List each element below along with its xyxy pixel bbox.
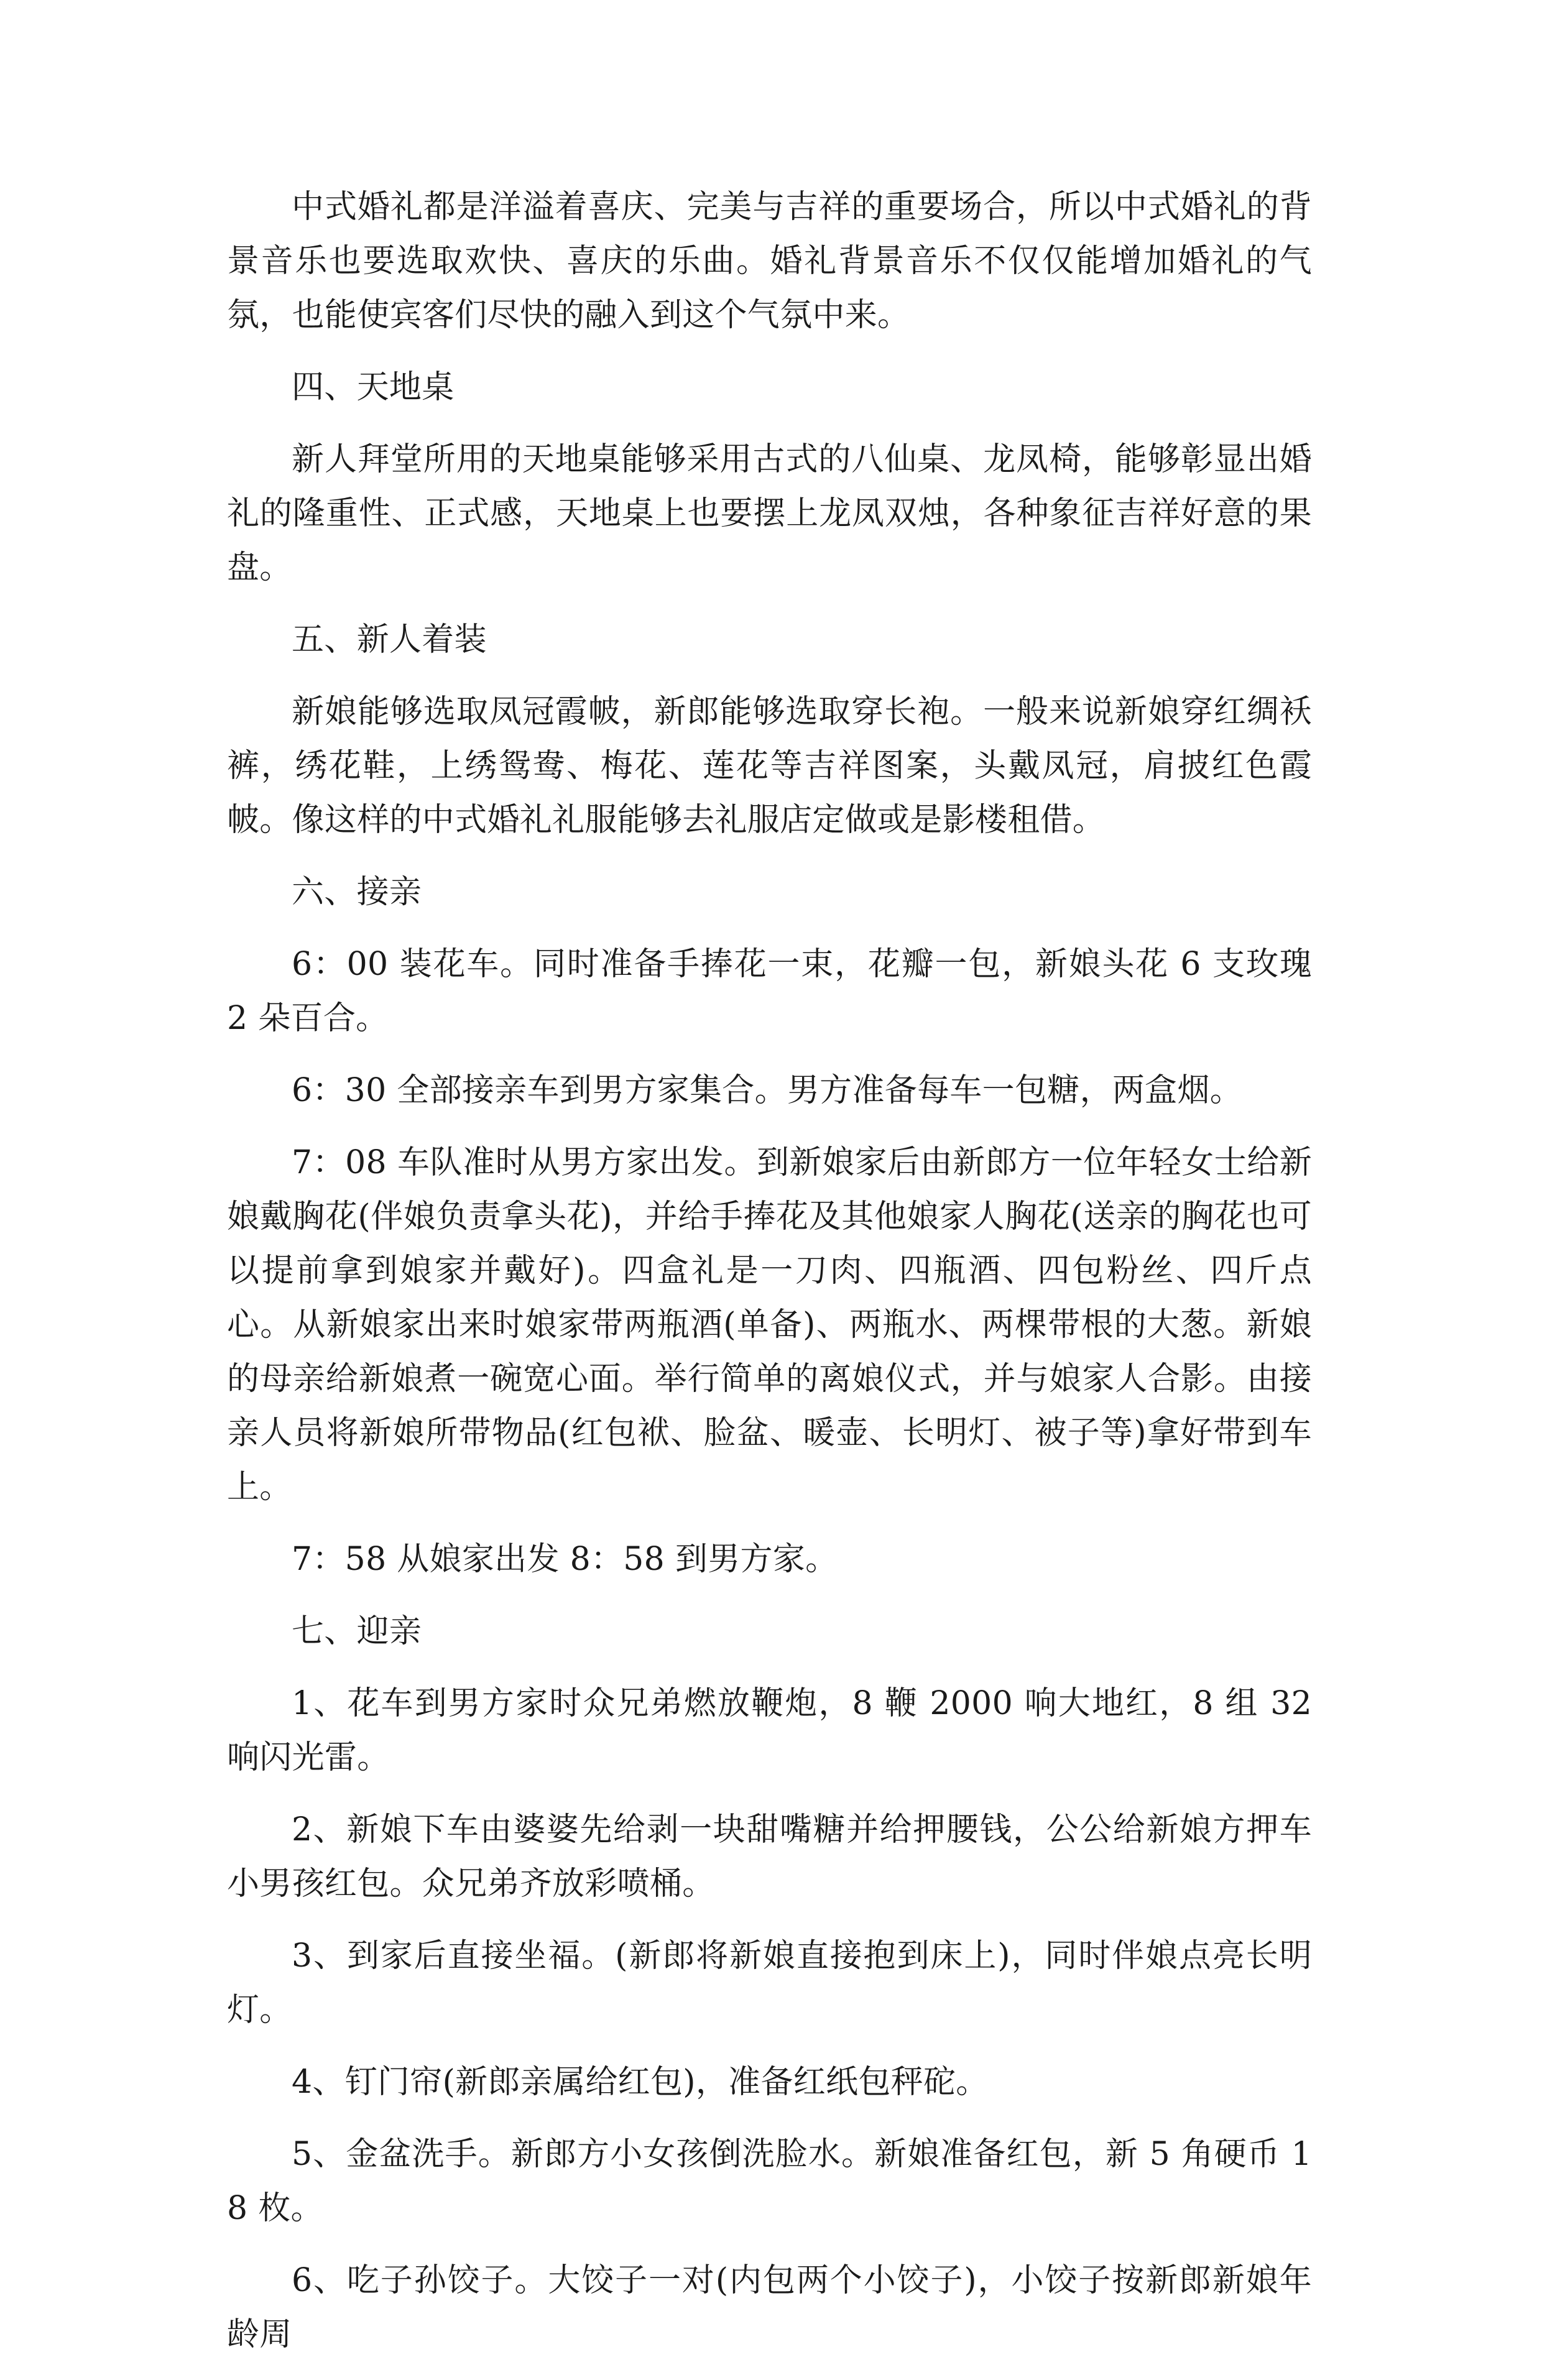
- section-heading-welcome: 七、迎亲: [292, 1613, 422, 1650]
- section-heading-pickup: 六、接亲: [292, 874, 422, 911]
- document-body: [227, 180, 1312, 2380]
- paragraph-background-music: 中式婚礼都是洋溢着喜庆、完美与吉祥的重要场合，所以中式婚礼的背景音乐也要选取欢快、喜庆的乐曲。婚礼背景音乐不仅仅能增加婚礼的气氛，也能使宾客们尽快的融入到这个气氛中来。: [227, 188, 1312, 334]
- section-heading-altar-table: 四、天地桌: [292, 369, 455, 406]
- paragraph-welcome-6: 6、吃子孙饺子。大饺子一对(内包两个小饺子)，小饺子按新郎新娘年龄周: [227, 2262, 1312, 2353]
- paragraph-pickup-0708: 7：08 车队准时从男方家出发。到新娘家后由新郎方一位年轻女士给新娘戴胸花(伴娘负责拿头花)，并给手捧花及其他娘家人胸花(送亲的胸花也可以提前拿到娘家并戴好)。四盒礼是一刀肉、四瓶酒、四包粉丝、四斤点心。从新娘家出来时娘家带两瓶酒(单备)、两瓶水、两棵带根的大葱。新娘的母亲给新娘煮一碗宽心面。举行简单的离娘仪式，并与娘家人合影。由接亲人员将新娘所带物品(红包袱、脸盆、暖壶、长明灯、被子等)拿好带到车上。: [227, 1144, 1312, 1506]
- paragraph-attire: 新娘能够选取凤冠霞帔，新郎能够选取穿长袍。一般来说新娘穿红绸袄裤，绣花鞋，上绣鸳鸯、梅花、莲花等吉祥图案，头戴凤冠，肩披红色霞帔。像这样的中式婚礼礼服能够去礼服店定做或是影楼租借。: [227, 693, 1312, 839]
- paragraph-welcome-1: 1、花车到男方家时众兄弟燃放鞭炮，8 鞭 2000 响大地红，8 组 32 响闪光雷。: [227, 1685, 1312, 1776]
- paragraph-pickup-0600: 6：00 装花车。同时准备手捧花一束，花瓣一包，新娘头花 6 支玫瑰 2 朵百合。: [227, 946, 1312, 1037]
- paragraph-pickup-0758: 7：58 从娘家出发 8：58 到男方家。: [292, 1541, 838, 1578]
- paragraph-welcome-4: 4、钉门帘(新郎亲属给红包)，准备红纸包秤砣。: [292, 2064, 989, 2101]
- paragraph-welcome-3: 3、到家后直接坐福。(新郎将新娘直接抱到床上)，同时伴娘点亮长明灯。: [227, 1937, 1312, 2029]
- paragraph-pickup-0630: 6：30 全部接亲车到男方家集合。男方准备每车一包糖，两盒烟。: [292, 1072, 1243, 1109]
- section-heading-attire: 五、新人着装: [292, 621, 487, 658]
- paragraph-altar-table: 新人拜堂所用的天地桌能够采用古式的八仙桌、龙凤椅，能够彰显出婚礼的隆重性、正式感，天地桌上也要摆上龙凤双烛，各种象征吉祥好意的果盘。: [227, 441, 1312, 586]
- paragraph-welcome-2: 2、新娘下车由婆婆先给剥一块甜嘴糖并给押腰钱，公公给新娘方押车小男孩红包。众兄弟齐放彩喷桶。: [227, 1811, 1312, 1903]
- paragraph-welcome-5: 5、金盆洗手。新郎方小女孩倒洗脸水。新娘准备红包，新 5 角硬币 18 枚。: [227, 2136, 1312, 2227]
